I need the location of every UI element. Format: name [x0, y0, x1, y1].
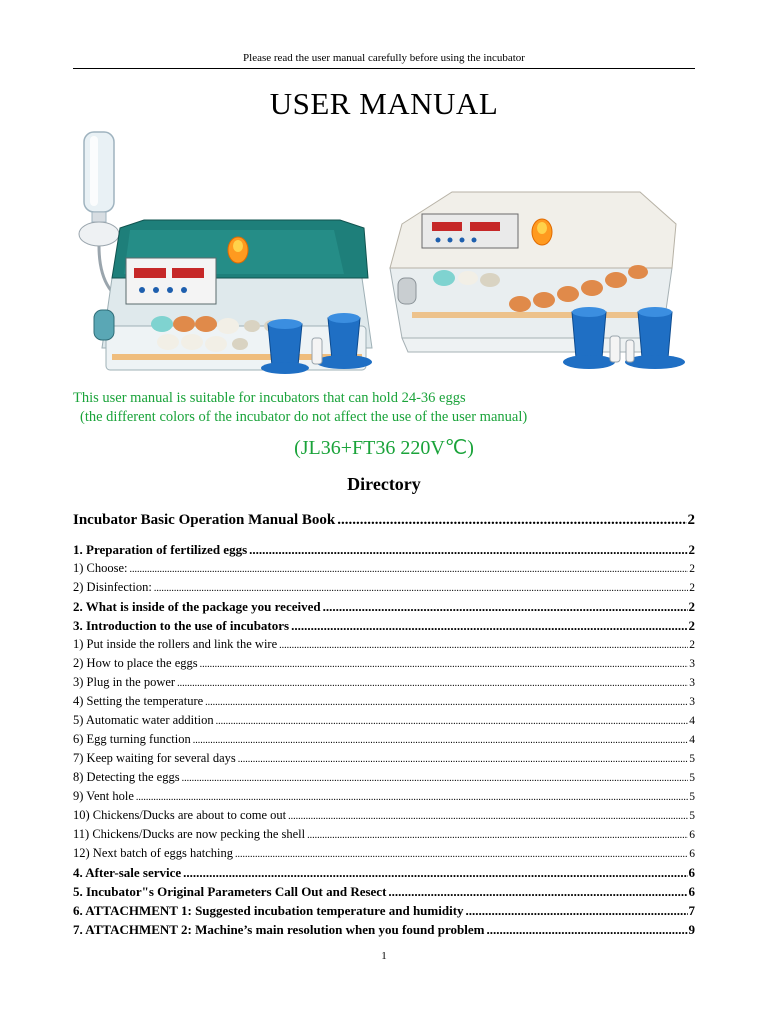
toc-entry-label: 10) Chickens/Ducks are about to come out [73, 808, 287, 822]
header-rule [73, 68, 695, 69]
toc-dot-leader [205, 697, 688, 708]
toc-entry-label: 7) Keep waiting for several days [73, 751, 236, 765]
toc-dot-leader [337, 512, 686, 529]
incubator-product-image [72, 128, 696, 384]
toc-entry-page: 5 [689, 810, 695, 822]
toc-entry-label: 2) Disinfection: [73, 580, 152, 594]
color-note: (the different colors of the incubator do not affect the use of the user manual) [80, 409, 528, 425]
toc-entry[interactable] [73, 789, 695, 804]
toc-entry[interactable] [73, 580, 695, 595]
toc-entry-label: 2. What is inside of the package you received [73, 599, 321, 614]
toc-dot-leader [288, 811, 688, 822]
toc-entry-page: 6 [688, 865, 695, 880]
toc-entry[interactable] [73, 637, 695, 652]
toc-entry[interactable] [73, 542, 695, 558]
toc-entry[interactable] [73, 732, 695, 747]
toc-entry[interactable] [73, 827, 695, 842]
toc-entry-label: 3) Plug in the power [73, 675, 176, 689]
toc-entry-label: 1. Preparation of fertilized eggs [73, 542, 248, 557]
toc-dot-leader [200, 659, 689, 670]
toc-entry-page: 6 [689, 848, 695, 860]
toc-entry[interactable] [73, 884, 695, 900]
white-incubator-icon [390, 192, 676, 352]
toc-entry-page: 4 [689, 734, 695, 746]
toc-dot-leader [249, 542, 687, 558]
toc-entry-label: Incubator Basic Operation Manual Book [73, 512, 336, 528]
toc-dot-leader [193, 735, 689, 746]
toc-dot-leader [183, 865, 687, 881]
model-number: (JL36+FT36 220V℃) [294, 437, 474, 459]
toc-entry-label: 1) Choose: [73, 561, 128, 575]
toc-entry[interactable] [73, 561, 695, 576]
toc-entry-page: 2 [688, 618, 695, 633]
toc-dot-leader [291, 618, 687, 634]
toc-dot-leader [388, 884, 687, 900]
toc-entry-label: 2) How to place the eggs [73, 656, 198, 670]
toc-entry-page: 4 [689, 715, 695, 727]
toc-dot-leader [177, 678, 688, 689]
toc-entry[interactable] [73, 922, 695, 938]
toc-dot-leader [235, 849, 688, 860]
toc-entry-page: 6 [688, 884, 695, 899]
toc-entry-page: 6 [689, 829, 695, 841]
teal-incubator-icon [94, 220, 372, 370]
page-number: 1 [381, 950, 387, 962]
toc-entry-page: 2 [688, 542, 695, 557]
toc-entry[interactable] [73, 846, 695, 861]
toc-entry[interactable] [73, 751, 695, 766]
toc-dot-leader [279, 640, 688, 651]
toc-entry-page: 2 [688, 599, 695, 614]
toc-entry-label: 7. ATTACHMENT 2: Machine’s main resolution when you found problem [73, 922, 485, 937]
toc-dot-leader [323, 599, 688, 615]
toc-entry-page: 3 [689, 677, 695, 689]
toc-dot-leader [216, 716, 689, 727]
toc-entry-label: 12) Next batch of eggs hatching [73, 846, 234, 860]
toc-entry-label: 5) Automatic water addition [73, 713, 214, 727]
toc-entry-label: 5. Incubator"s Original Parameters Call Out and Resect [73, 884, 387, 899]
toc-entry[interactable] [73, 808, 695, 823]
toc-entry-page: 2 [689, 639, 695, 651]
toc-entry[interactable] [73, 656, 695, 671]
directory-heading: Directory [347, 474, 421, 494]
toc-entry-label: 1) Put inside the rollers and link the wire [73, 637, 278, 651]
header-note: Please read the user manual carefully before using the incubator [243, 52, 525, 64]
toc-entry[interactable] [73, 675, 695, 690]
toc-entry-page: 2 [689, 582, 695, 594]
toc-entry-label: 9) Vent hole [73, 789, 134, 803]
toc-entry[interactable] [73, 618, 695, 634]
toc-dot-leader [136, 792, 688, 803]
toc-entry[interactable] [73, 713, 695, 728]
toc-entry-label: 6) Egg turning function [73, 732, 191, 746]
toc-entry[interactable] [73, 694, 695, 709]
toc-dot-leader [238, 754, 688, 765]
toc-dot-leader [466, 903, 688, 919]
toc-entry-page: 5 [689, 753, 695, 765]
toc-dot-leader [182, 773, 689, 784]
suitability-note: This user manual is suitable for incubators that can hold 24-36 eggs [73, 390, 466, 406]
toc-entry-page: 5 [689, 791, 695, 803]
toc-entry-label: 6. ATTACHMENT 1: Suggested incubation temperature and humidity [73, 903, 464, 918]
toc-entry-page: 3 [689, 696, 695, 708]
toc-entry-label: 8) Detecting the eggs [73, 770, 180, 784]
toc-dot-leader [307, 830, 688, 841]
toc-entry-label: 4) Setting the temperature [73, 694, 204, 708]
toc-dot-leader [486, 922, 687, 938]
toc-entry-page: 2 [689, 563, 695, 575]
toc-entry[interactable] [73, 599, 695, 615]
toc-entry-label: 11) Chickens/Ducks are now pecking the shell [73, 827, 306, 841]
toc-entry-page: 2 [687, 512, 695, 528]
toc-entry-label: 4. After-sale service [73, 865, 182, 880]
toc-entry[interactable] [73, 865, 695, 881]
toc-entry-label: 3. Introduction to the use of incubators [73, 618, 290, 633]
toc-entry[interactable] [73, 770, 695, 785]
toc-dot-leader [130, 564, 689, 575]
toc-entry-page: 9 [688, 922, 695, 937]
toc-entry-page: 3 [689, 658, 695, 670]
toc-entry[interactable] [73, 903, 695, 919]
toc-entry-page: 7 [688, 903, 695, 918]
toc-entry[interactable] [73, 512, 695, 529]
toc-dot-leader [154, 583, 688, 594]
document-title: USER MANUAL [269, 86, 499, 121]
toc-entry-page: 5 [689, 772, 695, 784]
